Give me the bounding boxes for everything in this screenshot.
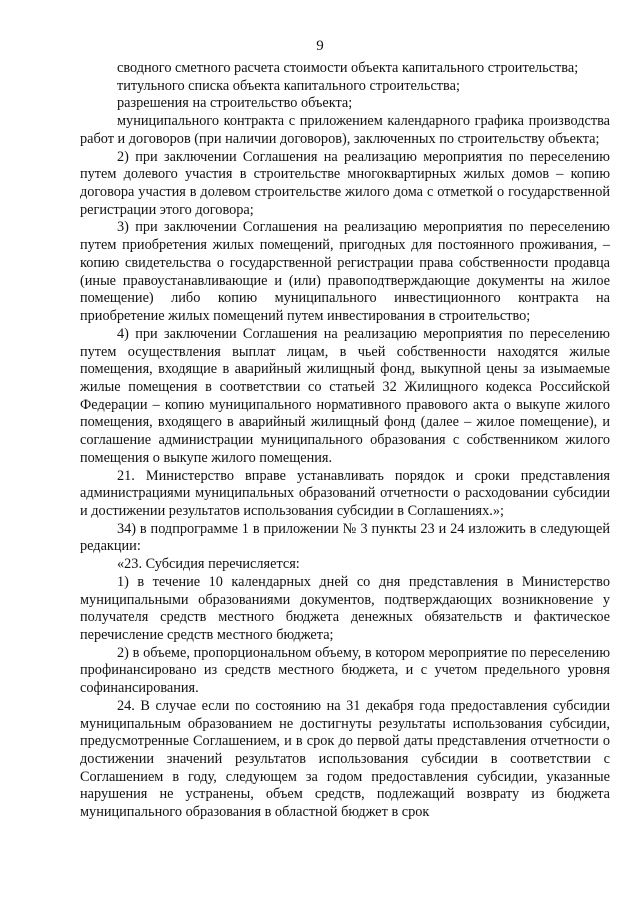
paragraph: 34) в подпрограмме 1 в приложении № 3 пункты 23 и 24 изложить в следующей редакции: [80, 520, 610, 555]
paragraph: 1) в течение 10 календарных дней со дня представления в Министерство муниципальными образованиями документов, подтверждающих возникновение у получателя средств местного бюджета денежных обязательств и фактическое перечисление средств местного бюджета; [80, 573, 610, 643]
paragraph: 21. Министерство вправе устанавливать порядок и сроки представления администрациями муниципальных образований отчетности о расходовании субсидии и достижении результатов использования субсидии в Соглашениях.»; [80, 467, 610, 519]
paragraph: 24. В случае если по состоянию на 31 декабря года предоставления субсидии муниципальным образованием не достигнуты результаты использования субсидии, предусмотренные Соглашением, и в срок до первой даты представления отчетности о достижении значений результатов использования субсидии в соответствии с Соглашением в году, следующем за годом предоставления субсидии, указанные нарушения не устранены, объем средств, подлежащий возврату из бюджета муниципального образования в областной бюджет в срок [80, 697, 610, 821]
paragraph: 4) при заключении Соглашения на реализацию мероприятия по переселению путем осуществления выплат лицам, в чьей собственности находятся жилые помещения, входящие в аварийный жилищный фонд, выкупной цены за изымаемые жилые помещения в соответствии со статьей 32 Жилищного кодекса Российской Федерации – копию муниципального нормативного правового акта о выкупе жилого помещения, входящего в аварийный жилищный фонд (далее – жилое помещение), и соглашение администрации муниципального образования с собственником жилого помещения о выкупе жилого помещения. [80, 325, 610, 466]
page-number: 9 [316, 38, 324, 54]
paragraph: разрешения на строительство объекта; [117, 95, 353, 112]
paragraph: 3) при заключении Соглашения на реализацию мероприятия по переселению путем приобретения жилых помещений, пригодных для постоянного проживания, – копию свидетельства о государственной регистрации права собственности продавца (иные правоустанавливающие и (или) правоподтверждающие документы на жилое помещение) либо копию муниципального инвестиционного контракта на приобретение жилых помещений путем инвестирования в строительство; [80, 219, 610, 325]
paragraph: титульного списка объекта капитального строительства; [117, 77, 460, 94]
paragraph: 2) при заключении Соглашения на реализацию мероприятия по переселению путем долевого участия в строительстве многоквартирных жилых домов – копию договора участия в долевом строительстве жилого дома с отметкой о государственной регистрации этого договора; [80, 148, 610, 218]
paragraph: муниципального контракта с приложением календарного графика производства работ и договоров (при наличии договоров), заключенных по строительству объекта; [80, 113, 610, 147]
paragraph: сводного сметного расчета стоимости объекта капитального строительства; [117, 60, 579, 76]
paragraph: 2) в объеме, пропорциональном объему, в котором мероприятие по переселению профинансировано из средств местного бюджета, и с учетом предельного уровня софинансирования. [80, 644, 610, 697]
document-body [80, 60, 610, 822]
paragraph: «23. Субсидия перечисляется: [117, 556, 300, 573]
